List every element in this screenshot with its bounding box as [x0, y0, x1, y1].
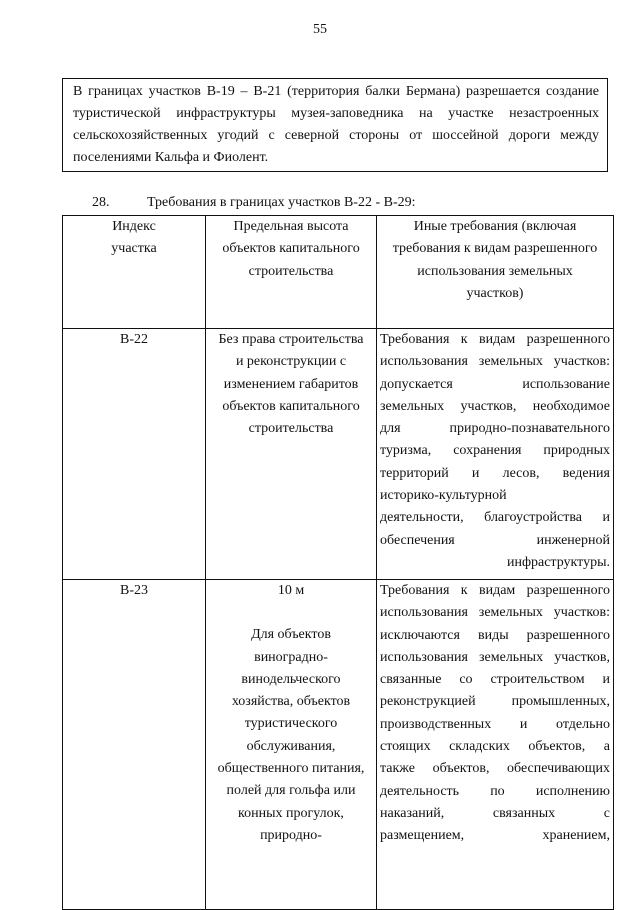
header-line: участка [111, 241, 157, 257]
height-line: объектов капитального [222, 398, 360, 414]
table-row [63, 329, 614, 580]
cell-other [377, 580, 614, 910]
cell-height [206, 580, 377, 910]
height-line: туристического [244, 716, 338, 732]
other-line: использования земельных участков: [380, 605, 610, 621]
header-line: строительства [248, 263, 334, 279]
cell-other [377, 329, 614, 580]
other-line: обеспечения инженерной [380, 532, 610, 548]
other-line: деятельности, благоустройства и [380, 510, 610, 526]
header-line: требования к видам разрешенного [392, 241, 598, 257]
other-line: допускается использование [380, 376, 610, 392]
other-line: историко-культурной [380, 488, 507, 504]
header-height [206, 216, 377, 329]
page-number: 55 [313, 22, 327, 37]
height-line: строительства [248, 421, 334, 437]
cell-index [63, 329, 206, 580]
other-line: стоящих складских объектов, а [380, 739, 610, 755]
notice-line: сельскохозяйственных угодий с северной стороны от шоссейной дороги между [73, 128, 599, 143]
header-line: участков) [466, 285, 524, 301]
other-line: также объектов, обеспечивающих [380, 761, 610, 777]
requirements-table [62, 215, 614, 910]
height-line: Без права строительства [218, 332, 364, 347]
height-line: природно- [260, 827, 322, 843]
cell-index [63, 580, 206, 910]
notice-line: В границах участков В-19 – В-21 (территория балки Бермана) разрешается создание [73, 84, 599, 99]
other-line: земельных участков, необходимое [380, 398, 610, 414]
height-line: общественного питания, [217, 761, 365, 777]
other-line: использования земельных участков, [380, 649, 610, 665]
other-line: территорий и лесов, ведения [380, 465, 610, 481]
notice-line: туристической инфраструктуры музея-заповедника на участке незастроенных [73, 106, 599, 121]
index-value: В-22 [120, 332, 148, 347]
other-line: для природно-познавательного [380, 421, 610, 437]
height-line: и реконструкции с [235, 354, 347, 370]
other-line: связанные со строительством и [380, 672, 610, 688]
section-heading [92, 195, 416, 211]
other-line: деятельность по исполнению [380, 783, 610, 799]
cell-height [206, 329, 377, 580]
header-line: использования земельных [417, 263, 573, 279]
height-line: изменением габаритов [223, 376, 359, 392]
height-line: обслуживания, [246, 738, 336, 754]
header-line: Иные требования (включая [413, 219, 577, 234]
height-line: виноградно- [254, 649, 328, 665]
other-line: инфраструктуры. [506, 554, 610, 570]
other-line: реконструкцией промышленных, [380, 694, 610, 710]
height-line: конных прогулок, [238, 805, 344, 821]
header-other [377, 216, 614, 329]
other-line: туризма, сохранения природных [380, 443, 610, 459]
notice-box [62, 78, 608, 172]
section-number: 28. [92, 195, 110, 210]
header-line: Индекс [112, 219, 156, 234]
other-line: Требования к видам разрешенного [380, 332, 610, 347]
height-value: 10 м [277, 583, 305, 598]
spacer [209, 602, 373, 624]
header-line: Предельная высота [233, 219, 349, 234]
other-line: наказаний, связанных с [380, 805, 610, 821]
other-line: Требования к видам разрешенного [380, 583, 610, 598]
other-line: исключаются виды разрешенного [380, 627, 610, 643]
header-line: объектов капитального [222, 241, 360, 257]
height-line: винодельческого [241, 671, 341, 687]
index-value: В-23 [120, 583, 148, 598]
other-line: производственных и отдельно [380, 716, 610, 732]
height-line: полей для гольфа или [226, 783, 356, 799]
notice-line: поселениями Кальфа и Фиолент. [73, 150, 269, 165]
header-index [63, 216, 206, 329]
table-row [63, 580, 614, 910]
height-line: хозяйства, объектов [231, 694, 351, 710]
table-header-row [63, 216, 614, 329]
other-line: размещением, хранением, [380, 828, 610, 844]
section-title: Требования в границах участков В-22 - В-29: [147, 195, 416, 210]
height-line: Для объектов [251, 627, 331, 643]
other-line: использования земельных участков: [380, 354, 610, 370]
